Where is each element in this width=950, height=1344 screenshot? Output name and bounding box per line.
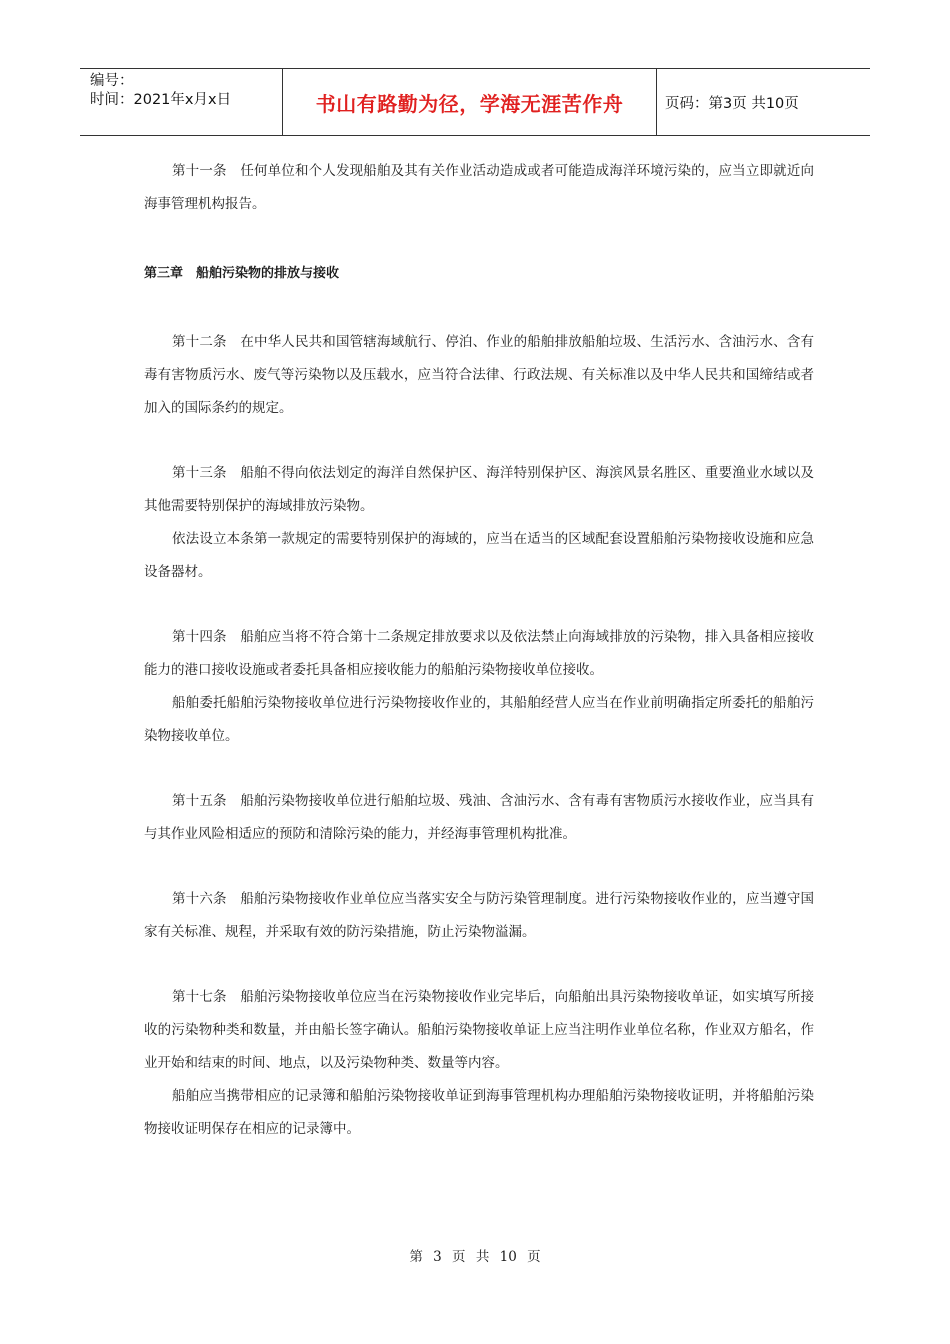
article-14-paragraph-2: 船舶委托船舶污染物接收单位进行污染物接收作业的，其船舶经营人应当在作业前明确指定所委托的船舶污染物接收单位。: [144, 695, 814, 744]
document-number: 编号：: [90, 73, 134, 89]
document-date: 时间：2021年x月x日: [90, 92, 232, 108]
article-17-paragraph-1: 第十七条 船舶污染物接收单位应当在污染物接收作业完毕后，向船舶出具污染物接收单证，如实填写所接收的污染物种类和数量，并由船长签字确认。船舶污染物接收单证上应当注明作业单位名称，作业双方船名，作业开始和结束的时间、地点，以及污染物种类、数量等内容。: [144, 989, 814, 1071]
article-13-paragraph-2: 依法设立本条第一款规定的需要特别保护的海域的，应当在适当的区域配套设置船舶污染物接收设施和应急设备器材。: [144, 531, 814, 580]
header-page-info: 页码：第3页 共10页: [665, 95, 799, 112]
header-motto: 书山有路勤为径，学海无涯苦作舟: [283, 69, 657, 135]
chapter-heading: 第三章 船舶污染物的排放与接收: [144, 266, 340, 281]
article-15: 第十五条 船舶污染物接收单位进行船舶垃圾、残油、含油污水、含有毒有害物质污水接收作业，应当具有与其作业风险相适应的预防和清除污染的能力，并经海事管理机构批准。: [144, 793, 814, 842]
article-16: 第十六条 船舶污染物接收作业单位应当落实安全与防污染管理制度。进行污染物接收作业的，应当遵守国家有关标准、规程，并采取有效的防污染措施，防止污染物溢漏。: [144, 891, 814, 940]
article-17-paragraph-2: 船舶应当携带相应的记录簿和船舶污染物接收单证到海事管理机构办理船舶污染物接收证明，并将船舶污染物接收证明保存在相应的记录簿中。: [144, 1088, 814, 1137]
header-meta: [80, 69, 283, 135]
article-11: 第十一条 任何单位和个人发现船舶及其有关作业活动造成或者可能造成海洋环境污染的，应当立即就近向海事管理机构报告。: [144, 163, 814, 212]
page-header: [80, 68, 870, 136]
document-body: [144, 155, 814, 1146]
article-12: 第十二条 在中华人民共和国管辖海域航行、停泊、作业的船舶排放船舶垃圾、生活污水、含油污水、含有毒有害物质污水、废气等污染物以及压载水，应当符合法律、行政法规、有关标准以及中华人民共和国缔结或者加入的国际条约的规定。: [144, 334, 814, 416]
page-footer: 第 3 页 共 10 页: [409, 1249, 541, 1265]
article-13-paragraph-1: 第十三条 船舶不得向依法划定的海洋自然保护区、海洋特别保护区、海滨风景名胜区、重要渔业水域以及其他需要特别保护的海域排放污染物。: [144, 465, 814, 514]
article-14-paragraph-1: 第十四条 船舶应当将不符合第十二条规定排放要求以及依法禁止向海域排放的污染物，排入具备相应接收能力的港口接收设施或者委托具备相应接收能力的船舶污染物接收单位接收。: [144, 629, 814, 678]
